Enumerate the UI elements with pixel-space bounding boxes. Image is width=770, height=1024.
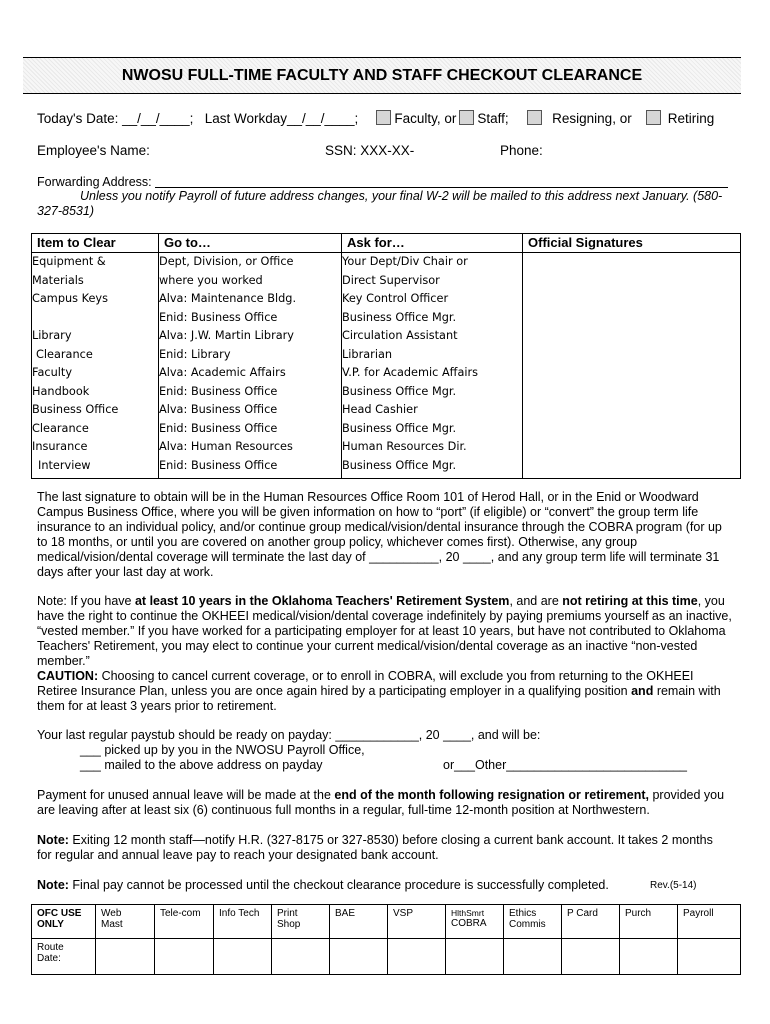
askfor-cell: Business Office Mgr. xyxy=(342,384,457,398)
goto-cell: Enid: Business Office xyxy=(159,384,278,398)
goto-cell: where you worked xyxy=(159,273,263,287)
paystub-pickup-option[interactable]: ___ picked up by you in the NWOSU Payroll Office, xyxy=(80,743,365,757)
forwarding-note-2: 327-8531) xyxy=(37,204,94,218)
item-cell xyxy=(32,309,158,328)
text-line: to 18 months, or until you are covered on another group policy, whichever comes first). Otherwise, any group xyxy=(37,535,638,549)
askfor-cell: Your Dept/Div Chair or xyxy=(342,255,468,268)
office-col-pcard[interactable]: P Card xyxy=(562,905,620,939)
goto-cell: Dept, Division, or Office xyxy=(159,255,294,268)
goto-cell: Alva: J.W. Martin Library xyxy=(159,329,294,342)
bank-note xyxy=(37,833,737,863)
resigning-checkbox[interactable] xyxy=(527,110,542,125)
text-line: Note: If you have at least 10 years in the Oklahoma Teachers' Retirement System, and are not retiring at this time, you xyxy=(37,594,725,608)
item-cell: Materials xyxy=(32,273,84,287)
askfor-cell: Circulation Assistant xyxy=(342,329,458,342)
okheei-note xyxy=(37,594,737,714)
askfor-cell: Librarian xyxy=(342,347,393,361)
goto-column xyxy=(159,253,342,479)
askfor-column xyxy=(342,253,523,479)
cobra-paragraph xyxy=(37,490,737,580)
item-cell: Business Office xyxy=(32,403,119,416)
paystub-line[interactable]: Your last regular paystub should be ready on payday: ____________, 20 ____, and will be: xyxy=(37,728,541,742)
route-cell[interactable] xyxy=(214,939,272,975)
route-cell[interactable] xyxy=(272,939,330,975)
askfor-cell: Head Cashier xyxy=(342,403,418,416)
header-signatures: Official Signatures xyxy=(523,234,741,253)
leave-paragraph xyxy=(37,788,737,818)
phone-field[interactable]: Phone: xyxy=(500,143,543,158)
text-line: days after your last day at work. xyxy=(37,565,214,579)
text-line: Teachers' Retirement, you may elect to continue your current medical/vision/dental coverage as an inactive “non-vested xyxy=(37,639,698,653)
office-col-payroll[interactable]: Payroll xyxy=(678,905,741,939)
text-line: member.” xyxy=(37,654,90,668)
header-askfor: Ask for… xyxy=(342,234,523,253)
office-col-info-tech[interactable]: Info Tech xyxy=(214,905,272,939)
header-goto: Go to… xyxy=(159,234,342,253)
route-cell[interactable] xyxy=(620,939,678,975)
text-line: “vested member.” If you have worked for a participating employer for at least 10 years, but have not contributed to Oklahoma xyxy=(37,624,726,638)
office-col-web-mast[interactable]: Web Mast xyxy=(96,905,155,939)
text-line: have the right to continue the OKHEEI medical/vision/dental coverage indefinitely by paying premiums yourself as an inactive, xyxy=(37,609,732,623)
route-cell[interactable] xyxy=(504,939,562,975)
item-cell: Campus Keys xyxy=(32,292,108,305)
askfor-cell: Human Resources Dir. xyxy=(342,440,467,453)
office-col-purch[interactable]: Purch xyxy=(620,905,678,939)
header-item: Item to Clear xyxy=(32,234,159,253)
askfor-cell: V.P. for Academic Affairs xyxy=(342,366,479,379)
route-cell[interactable] xyxy=(96,939,155,975)
askfor-cell: Business Office Mgr. xyxy=(342,421,457,435)
route-cell[interactable] xyxy=(155,939,214,975)
paystub-mail-option[interactable]: ___ mailed to the above address on payday xyxy=(80,758,323,772)
ssn-field[interactable]: SSN: XXX-XX- xyxy=(325,143,415,158)
route-cell[interactable] xyxy=(388,939,446,975)
text-line: are leaving after at least six (6) continuous full months in a regular, full-time 12-month position at Northwestern. xyxy=(37,803,650,817)
caution-line: CAUTION: Choosing to cancel current coverage, or to enroll in COBRA, will exclude you from returning to the OKHEEI xyxy=(37,669,694,683)
route-cell[interactable] xyxy=(330,939,388,975)
askfor-cell: Key Control Officer xyxy=(342,292,449,305)
office-col-vsp[interactable]: VSP xyxy=(388,905,446,939)
clearance-table xyxy=(31,233,741,479)
office-col-ethics[interactable]: Ethics Commis xyxy=(504,905,562,939)
forwarding-note-1: Unless you notify Payroll of future address changes, your final W-2 will be mailed to this address next January. (580- xyxy=(80,189,723,203)
item-cell: Handbook xyxy=(32,384,90,398)
date-line xyxy=(37,110,714,126)
office-col-print-shop[interactable]: Print Shop xyxy=(272,905,330,939)
text-line: medical/vision/dental coverage will terminate the last day of __________, 20 ____, and any group term life will terminate 31 xyxy=(37,550,720,564)
faculty-checkbox[interactable] xyxy=(376,110,391,125)
signatures-column[interactable] xyxy=(523,253,741,479)
askfor-cell: Business Office Mgr. xyxy=(342,458,457,472)
item-cell: Clearance xyxy=(32,421,89,435)
goto-cell: Alva: Human Resources xyxy=(159,440,293,453)
faculty-label: Faculty, or xyxy=(394,111,457,126)
form-title: NWOSU FULL-TIME FACULTY AND STAFF CHECKOUT CLEARANCE xyxy=(121,67,643,84)
route-cell[interactable] xyxy=(562,939,620,975)
askfor-cell: Business Office Mgr. xyxy=(342,310,457,324)
item-cell: Library xyxy=(32,329,72,342)
text-line: Campus Business Office, where you will be given information on how to “port” (if eligible) or “convert” the group term life xyxy=(37,505,699,519)
final-pay-note: Note: Final pay cannot be processed until the checkout clearance procedure is successfully completed. xyxy=(37,878,609,892)
office-col-telecom[interactable]: Tele-com xyxy=(155,905,214,939)
item-cell: Faculty xyxy=(32,366,73,379)
text-line: for regular and annual leave pay to reach your designated bank account. xyxy=(37,848,439,862)
text-line: Retiree Insurance Plan, unless you are once again hired by a participating employer in a qualifying position and remain with xyxy=(37,684,721,698)
text-line: The last signature to obtain will be in the Human Resources Office Room 101 of Herod Hall, or in the Enid or Woodward xyxy=(37,490,699,504)
route-cell[interactable] xyxy=(678,939,741,975)
askfor-cell: Direct Supervisor xyxy=(342,273,440,287)
item-cell: Interview xyxy=(38,458,91,472)
retiring-checkbox[interactable] xyxy=(646,110,661,125)
office-col-hlthsmrt-cobra[interactable]: HlthSmrt COBRA xyxy=(446,905,504,939)
goto-cell: Enid: Library xyxy=(159,347,231,361)
office-col-bae[interactable]: BAE xyxy=(330,905,388,939)
office-use-table xyxy=(31,904,741,975)
todays-date-field[interactable]: Today's Date: __/__/____; xyxy=(37,111,194,126)
goto-cell: Alva: Business Office xyxy=(159,403,278,416)
text-line: Payment for unused annual leave will be made at the end of the month following resignation or retirement, provided you xyxy=(37,788,725,802)
route-date-label: Route Date: xyxy=(32,939,96,975)
employee-name-field[interactable]: Employee's Name: xyxy=(37,143,150,158)
text-line: them for at least 3 years prior to retirement. xyxy=(37,699,277,713)
goto-cell: Enid: Business Office xyxy=(159,310,278,324)
last-workday-field[interactable]: Last Workday__/__/____; xyxy=(204,111,359,126)
items-column xyxy=(32,253,159,479)
route-cell[interactable] xyxy=(446,939,504,975)
office-use-label: OFC USE ONLY xyxy=(32,905,96,939)
text-line: Note: Exiting 12 month staff—notify H.R. (327-8175 or 327-8530) before closing a current bank account. It takes 2 months xyxy=(37,833,713,847)
goto-cell: Enid: Business Office xyxy=(159,421,278,435)
forwarding-address-line[interactable] xyxy=(155,187,728,188)
goto-cell: Alva: Academic Affairs xyxy=(159,366,286,379)
goto-cell: Alva: Maintenance Bldg. xyxy=(159,292,297,305)
title-band xyxy=(23,57,741,94)
revision-label: Rev.(5-14) xyxy=(650,880,697,891)
retiring-label: Retiring xyxy=(667,111,715,126)
item-cell: Insurance xyxy=(32,440,88,453)
text-line: insurance to an individual policy, and/or continue group medical/vision/dental insurance through the COBRA program (for up xyxy=(37,520,722,534)
goto-cell: Enid: Business Office xyxy=(159,458,278,472)
item-cell: Clearance xyxy=(36,347,93,361)
staff-checkbox[interactable] xyxy=(459,110,474,125)
paystub-other-option[interactable]: or___Other__________________________ xyxy=(443,758,687,772)
item-cell: Equipment & xyxy=(32,255,106,268)
staff-label: Staff; xyxy=(477,111,509,126)
resigning-label: Resigning, or xyxy=(552,111,632,126)
forwarding-address-label: Forwarding Address: xyxy=(37,175,152,189)
